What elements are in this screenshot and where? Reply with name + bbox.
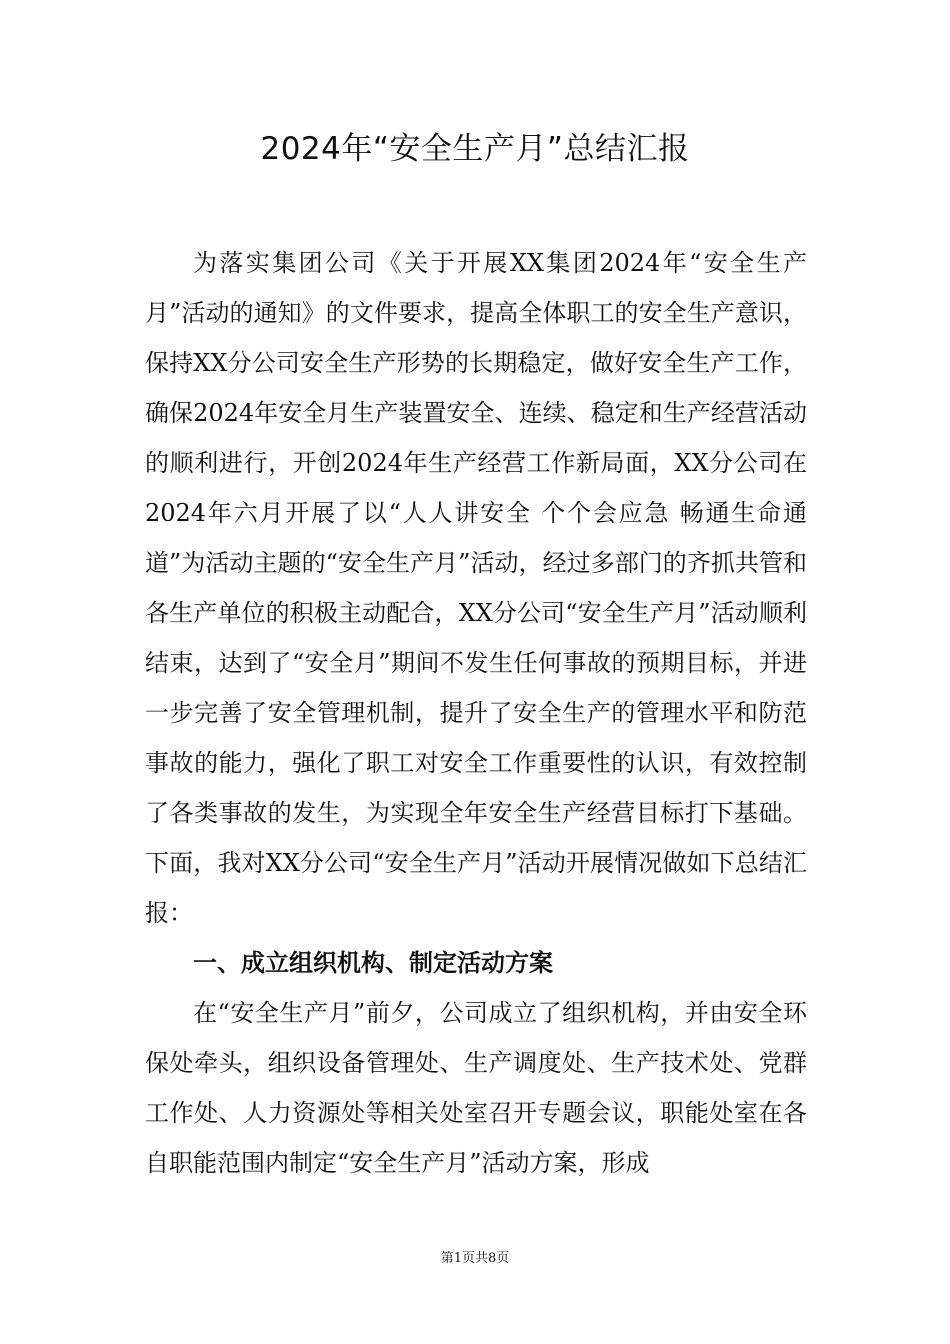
intro-paragraph: 为落实集团公司《关于开展XX集团2024年“安全生产月”活动的通知》的文件要求，提高全体职工的安全生产意识，保持XX分公司安全生产形势的长期稳定，做好安全生产工作，确保2024年安全月生产装置安全、连续、稳定和生产经营活动的顺利进行，开创2024年生产经营工作新局面，XX分公司在2024年六月开展了以“人人讲安全 个个会应急 畅通生命通道”为活动主题的“安全生产月”活动，经过多部门的齐抓共管和各生产单位的积极主动配合，XX分公司“安全生产月”活动顺利结束，达到了“安全月”期间不发生任何事故的预期目标，并进一步完善了安全管理机制，提升了安全生产的管理水平和防范事故的能力，强化了职工对安全工作重要性的认识，有效控制了各类事故的发生，为实现全年安全生产经营目标打下基础。下面，我对XX分公司“安全生产月”活动开展情况做如下总结汇报： [145,249,807,927]
section-paragraph: 在“安全生产月”前夕，公司成立了组织机构，并由安全环保处牵头，组织设备管理处、生产调度处、生产技术处、党群工作处、人力资源处等相关处室召开专题会议，职能处室在各自职能范围内制定“安全生产月”活动方案，形成 [145,999,807,1177]
document-body [145,238,807,1188]
document-title: 2024年“安全生产月”总结汇报 [260,131,690,167]
section-heading: 一、成立组织机构、制定活动方案 [193,948,553,977]
page-footer: 第1页共8页 [440,1251,510,1266]
